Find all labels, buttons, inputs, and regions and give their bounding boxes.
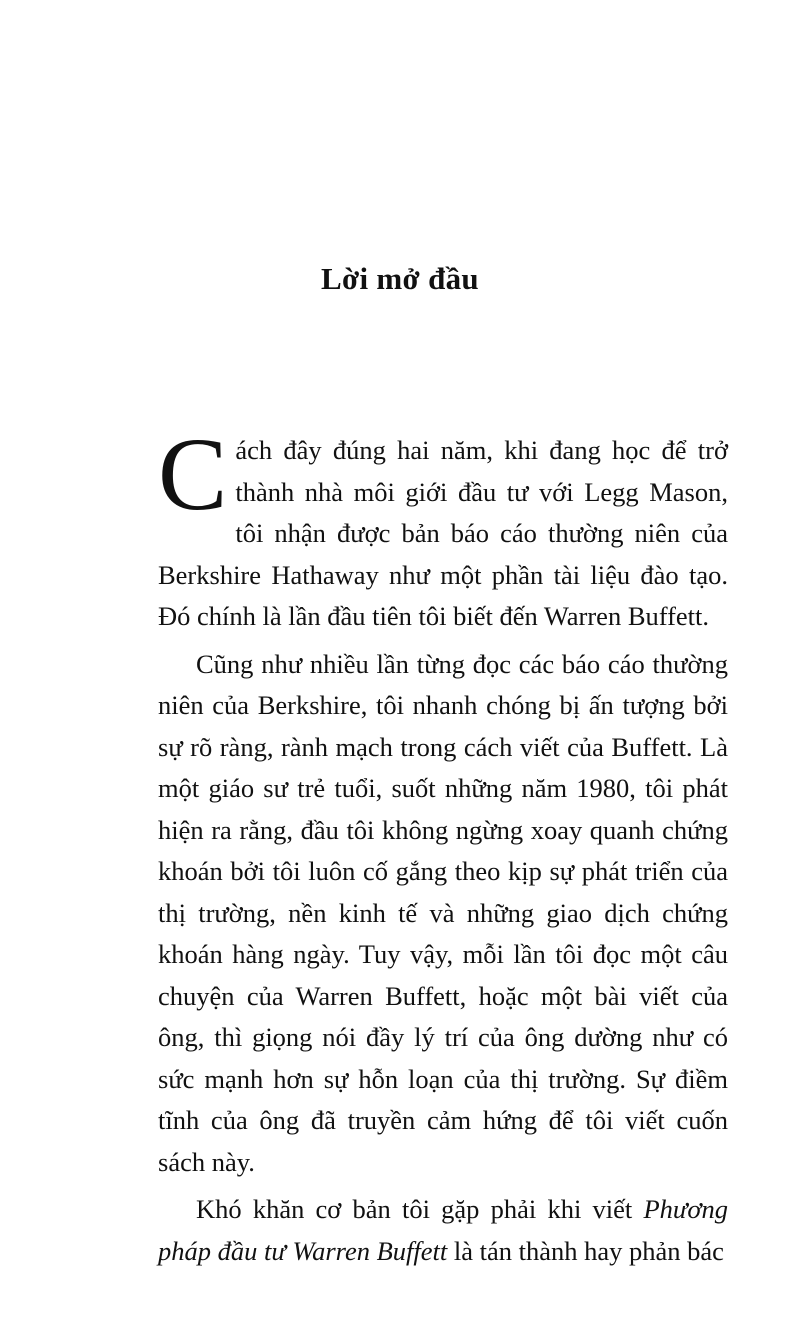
drop-cap: C xyxy=(158,417,228,532)
paragraph-2: Cũng như nhiều lần từng đọc các báo cáo thường niên của Berkshire, tôi nhanh chóng bị ấn tượng bởi sự rõ ràng, rành mạch trong cách viết của Buffett. Là một giáo sư trẻ tuổi, suốt những năm 1980, tôi phát hiện ra rằng, đầu tôi không ngừng xoay quanh chứng khoán bởi tôi luôn cố gắng theo kịp sự phát triển của thị trường, nền kinh tế và những giao dịch chứng khoán hàng ngày. Tuy vậy, mỗi lần tôi đọc một câu chuyện của Warren Buffett, hoặc một bài viết của ông, thì giọng nói đầy lý trí của ông dường như có sức mạnh hơn sự hỗn loạn của thị trường. Sự điềm tĩnh của ông đã truyền cảm hứng để tôi viết cuốn sách này. xyxy=(158,648,728,1177)
body-text xyxy=(158,417,728,1278)
chapter-title: Lời mở đầu xyxy=(321,260,479,296)
paragraph-3-text-end: là tán thành hay phản bác xyxy=(447,1235,724,1266)
paragraph-1-text: ách đây đúng hai năm, khi đang học để trở thành nhà môi giới đầu tư với Legg Mason, tôi nhận được bản báo cáo thường niên của Berkshire Hathaway như một phần tài liệu đào tạo. Đó chính là lần đầu tiên tôi biết đến Warren Buffett. xyxy=(158,435,728,631)
paragraph-1 xyxy=(158,417,728,638)
paragraph-3-text-start: Khó khăn cơ bản tôi gặp phải khi viết xyxy=(196,1194,644,1224)
paragraph-3 xyxy=(158,1189,728,1272)
book-title-italic: Phương pháp đầu tư Warren Buffett xyxy=(158,1194,728,1266)
